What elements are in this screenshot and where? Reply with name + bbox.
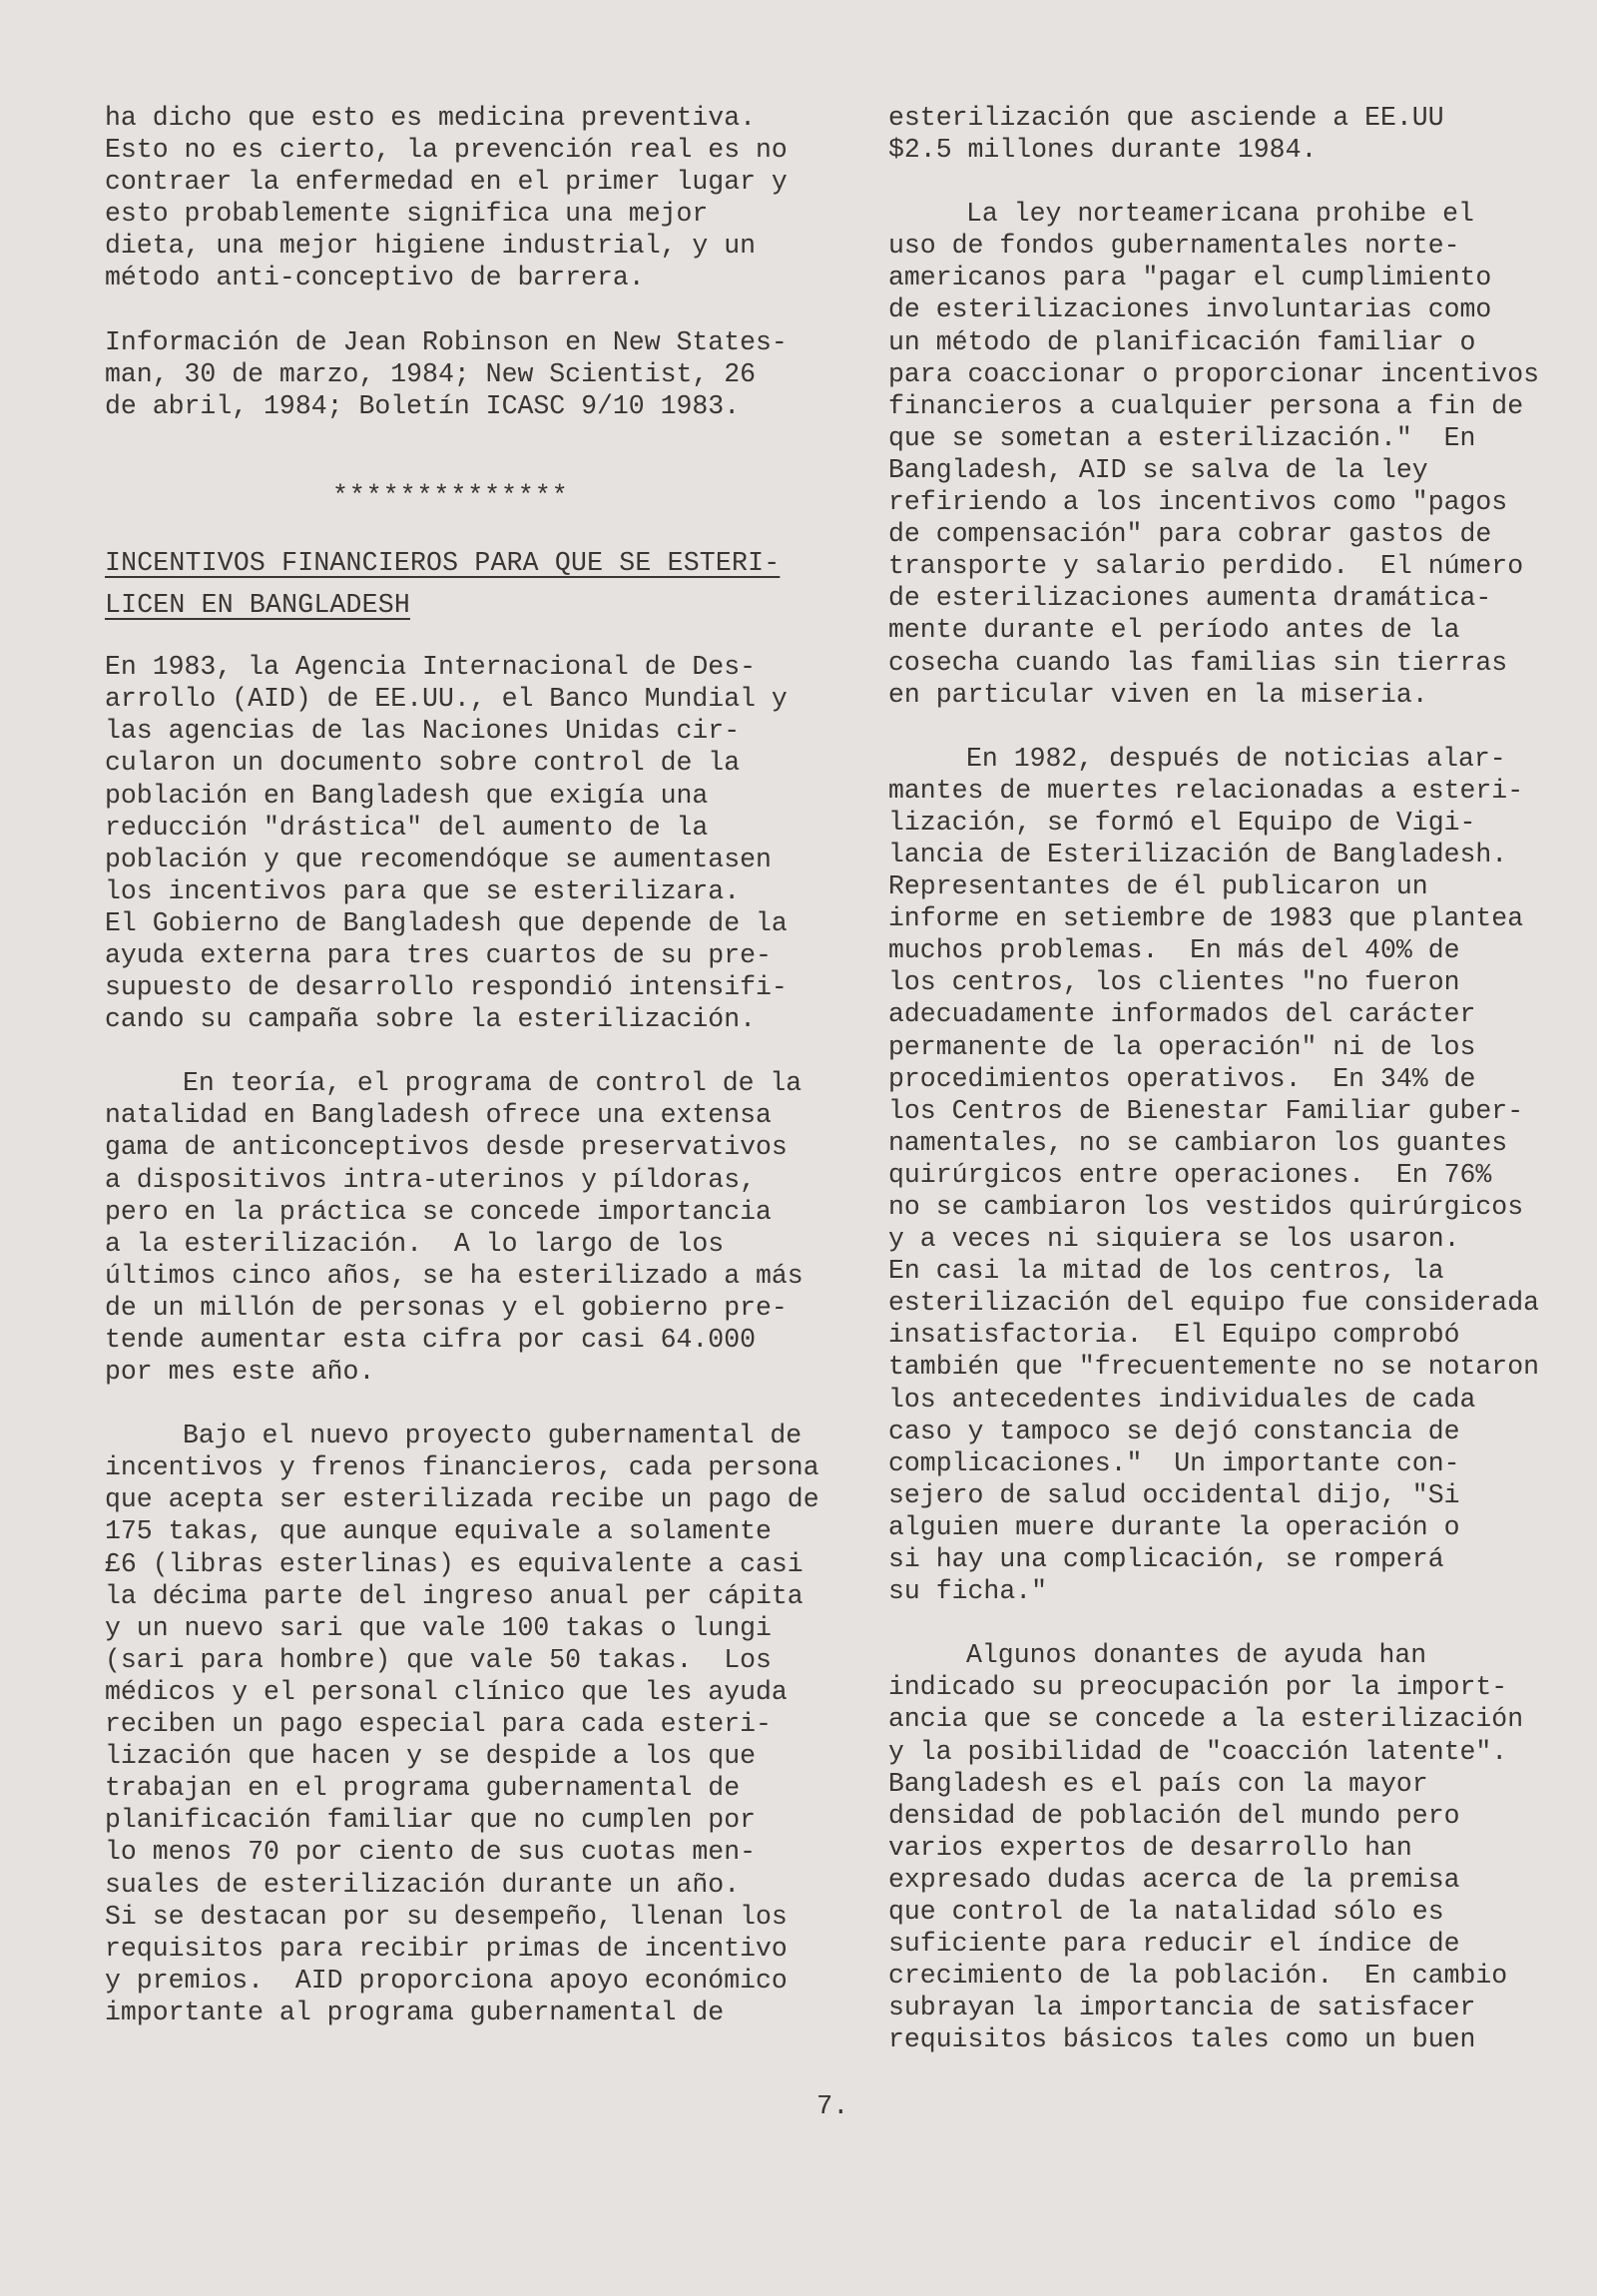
- text-line: esterilización que asciende a EE.UU: [888, 103, 1444, 133]
- text-line: por mes este año.: [105, 1357, 375, 1388]
- section-heading: [105, 547, 828, 621]
- text-line: financieros a cualquier persona a fin de: [888, 390, 1524, 421]
- text-line: médicos y el personal clínico que les ayuda: [105, 1676, 788, 1707]
- text-line: Información de Jean Robinson en New States-: [105, 326, 788, 357]
- text-line: Representantes de él publicaron un: [888, 871, 1428, 902]
- text-line: lización, se formó el Equipo de Vigi-: [888, 807, 1476, 838]
- text-line: requisitos para recibir primas de incentivo: [105, 1933, 788, 1964]
- text-line: arrollo (AID) de EE.UU., el Banco Mundial y: [105, 684, 788, 715]
- right-column: [888, 102, 1557, 2055]
- text-line: permanente de la operación" ni de los: [888, 1031, 1476, 1062]
- text-line: complicaciones." Un importante con-: [888, 1447, 1460, 1478]
- text-line: namentales, no se cambiaron los guantes: [888, 1127, 1508, 1158]
- text-line: dieta, una mejor higiene industrial, y un: [105, 231, 757, 262]
- text-line: cando su campaña sobre la esterilización.: [105, 1004, 757, 1035]
- paragraph: [105, 102, 828, 294]
- text-line: los centros, los clientes "no fueron: [888, 967, 1460, 998]
- text-line: requisitos básicos tales como un buen: [888, 2024, 1476, 2055]
- paragraph: [888, 102, 1557, 166]
- text-line: Si se destacan por su desempeño, llenan los: [105, 1901, 788, 1932]
- text-line: trabajan en el programa gubernamental de: [105, 1773, 741, 1804]
- text-line: En 1982, después de noticias alar-: [966, 743, 1506, 774]
- text-line: en particular viven en la miseria.: [888, 679, 1428, 710]
- text-line: no se cambiaron los vestidos quirúrgicos: [888, 1192, 1524, 1222]
- text-line: En casi la mitad de los centros, la: [888, 1256, 1444, 1287]
- text-line: supuesto de desarrollo respondió intensifi-: [105, 972, 788, 1003]
- text-line: de esterilizaciones involuntarias como: [888, 294, 1492, 325]
- text-line: insatisfactoria. El Equipo comprobó: [888, 1320, 1460, 1351]
- text-line: las agencias de las Naciones Unidas cir-: [105, 716, 741, 747]
- text-line: sejero de salud occidental dijo, "Si: [888, 1479, 1460, 1510]
- text-line: varios expertos de desarrollo han: [888, 1832, 1412, 1863]
- text-line: reducción "drástica" del aumento de la: [105, 812, 709, 843]
- left-column: [105, 102, 828, 2028]
- text-line: método anti-conceptivo de barrera.: [105, 263, 645, 293]
- text-line: planificación familiar que no cumplen por: [105, 1805, 757, 1836]
- text-line: de abril, 1984; Boletín ICASC 9/10 1983.: [105, 390, 741, 421]
- paragraph: [888, 198, 1557, 711]
- text-line: subrayan la importancia de satisfacer: [888, 1993, 1476, 2023]
- text-line: mente durante el período antes de la: [888, 615, 1460, 646]
- text-line: población y que recomendóque se aumentasen: [105, 844, 772, 874]
- text-line: crecimiento de la población. En cambio: [888, 1961, 1508, 1992]
- paragraph: [888, 1639, 1557, 2055]
- text-line: pero en la práctica se concede importancia: [105, 1196, 772, 1227]
- text-line: que control de la natalidad sólo es: [888, 1896, 1444, 1927]
- text-line: transporte y salario perdido. El número: [888, 551, 1524, 582]
- text-line: Esto no es cierto, la prevención real es no: [105, 135, 788, 166]
- text-line: Bangladesh es el país con la mayor: [888, 1768, 1428, 1799]
- text-line: a dispositivos intra-uterinos y píldoras,: [105, 1164, 757, 1195]
- text-line: (sari para hombre) que vale 50 takas. Los: [105, 1644, 772, 1675]
- text-line: los incentivos para que se esterilizara.: [105, 875, 741, 906]
- text-line: si hay una complicación, se romperá: [888, 1544, 1444, 1575]
- text-line: £6 (libras esterlinas) es equivalente a casi: [105, 1548, 803, 1579]
- text-line: En teoría, el programa de control de la: [183, 1068, 802, 1099]
- text-line: La ley norteamericana prohibe el: [966, 199, 1474, 230]
- text-line: y la posibilidad de "coacción latente".: [888, 1736, 1508, 1767]
- text-line: de esterilizaciones aumenta dramática-: [888, 583, 1492, 614]
- text-line: la décima parte del ingreso anual per cápita: [105, 1580, 803, 1611]
- heading-line: LICEN EN BANGLADESH: [105, 590, 410, 621]
- text-line: caso y tampoco se dejó constancia de: [888, 1416, 1460, 1446]
- source-citation: [105, 326, 828, 422]
- text-line: quirúrgicos entre operaciones. En 76%: [888, 1159, 1492, 1190]
- paragraph: [105, 1067, 828, 1388]
- text-line: un método de planificación familiar o: [888, 326, 1476, 357]
- text-line: $2.5 millones durante 1984.: [888, 135, 1318, 166]
- text-line: informe en setiembre de 1983 que plantea: [888, 903, 1524, 934]
- text-line: a la esterilización. A lo largo de los: [105, 1228, 725, 1259]
- text-line: cosecha cuando las familias sin tierras: [888, 647, 1508, 678]
- text-line: lización que hacen y se despide a los que: [105, 1741, 757, 1772]
- text-line: refiriendo a los incentivos como "pagos: [888, 487, 1508, 518]
- text-line: contraer la enfermedad en el primer lugar y: [105, 167, 788, 198]
- paragraph: [105, 1420, 828, 2028]
- text-line: lancia de Esterilización de Bangladesh.: [888, 839, 1508, 869]
- text-line: ha dicho que esto es medicina preventiva.: [105, 103, 757, 133]
- text-line: lo menos 70 por ciento de sus cuotas men-: [105, 1837, 757, 1868]
- text-line: uso de fondos gubernamentales norte-: [888, 231, 1460, 262]
- text-line: su ficha.": [888, 1576, 1048, 1607]
- text-line: también que "frecuentemente no se notaron: [888, 1352, 1540, 1383]
- text-line: los Centros de Bienestar Familiar guber-: [888, 1095, 1524, 1126]
- text-line: ancia que se concede a la esterilización: [888, 1704, 1524, 1735]
- text-line: ayuda externa para tres cuartos de su pre-: [105, 939, 772, 970]
- text-line: para coaccionar o proporcionar incentivos: [888, 358, 1540, 389]
- text-line: procedimientos operativos. En 34% de: [888, 1063, 1476, 1094]
- text-line: americanos para "pagar el cumplimiento: [888, 263, 1492, 293]
- text-line: Bajo el nuevo proyecto gubernamental de: [183, 1421, 802, 1451]
- text-line: de compensación" para cobrar gastos de: [888, 519, 1492, 550]
- text-line: indicado su preocupación por la import-: [888, 1672, 1508, 1703]
- text-line: que acepta ser esterilizada recibe un pago de: [105, 1484, 819, 1515]
- text-line: expresado dudas acerca de la premisa: [888, 1864, 1460, 1895]
- page-number: 7.: [816, 2092, 849, 2122]
- text-line: los antecedentes individuales de cada: [888, 1384, 1476, 1415]
- text-line: cularon un documento sobre control de la: [105, 748, 741, 779]
- text-line: importante al programa gubernamental de: [105, 1997, 725, 2027]
- text-line: man, 30 de marzo, 1984; New Scientist, 26: [105, 358, 757, 389]
- paragraph: [888, 743, 1557, 1608]
- text-line: y premios. AID proporciona apoyo económico: [105, 1965, 788, 1996]
- text-line: Bangladesh, AID se salva de la ley: [888, 454, 1428, 485]
- text-line: últimos cinco años, se ha esterilizado a más: [105, 1260, 803, 1291]
- text-line: población en Bangladesh que exigía una: [105, 780, 709, 811]
- text-line: de un millón de personas y el gobierno pre-: [105, 1292, 788, 1323]
- text-line: Algunos donantes de ayuda han: [966, 1640, 1427, 1671]
- text-line: mantes de muertes relacionadas a esteri-: [888, 775, 1524, 806]
- text-line: y un nuevo sari que vale 100 takas o lungi: [105, 1612, 772, 1643]
- paragraph: [105, 651, 828, 1035]
- text-line: tende aumentar esta cifra por casi 64.000: [105, 1325, 757, 1355]
- text-line: y a veces ni siquiera se los usaron.: [888, 1224, 1460, 1255]
- text-line: suficiente para reducir el índice de: [888, 1929, 1460, 1960]
- text-line: natalidad en Bangladesh ofrece una extensa: [105, 1100, 772, 1131]
- text-line: reciben un pago especial para cada esteri-: [105, 1709, 772, 1740]
- text-line: En 1983, la Agencia Internacional de Des-: [105, 652, 757, 683]
- text-line: 175 takas, que aunque equivale a solamente: [105, 1516, 772, 1547]
- text-line: gama de anticonceptivos desde preservativos: [105, 1132, 788, 1163]
- text-line: alguien muere durante la operación o: [888, 1511, 1460, 1542]
- text-line: esto probablemente significa una mejor: [105, 199, 709, 230]
- text-line: incentivos y frenos financieros, cada persona: [105, 1452, 819, 1483]
- heading-line: INCENTIVOS FINANCIEROS PARA QUE SE ESTERI-: [105, 547, 781, 578]
- text-line: adecuadamente informados del carácter: [888, 999, 1476, 1030]
- text-line: que se sometan a esterilización." En: [888, 422, 1476, 453]
- section-separator: **************: [332, 480, 569, 511]
- text-line: densidad de población del mundo pero: [888, 1800, 1460, 1831]
- text-line: El Gobierno de Bangladesh que depende de la: [105, 907, 788, 938]
- text-line: muchos problemas. En más del 40% de: [888, 935, 1460, 966]
- text-line: suales de esterilización durante un año.: [105, 1869, 741, 1900]
- text-line: esterilización del equipo fue considerada: [888, 1288, 1540, 1319]
